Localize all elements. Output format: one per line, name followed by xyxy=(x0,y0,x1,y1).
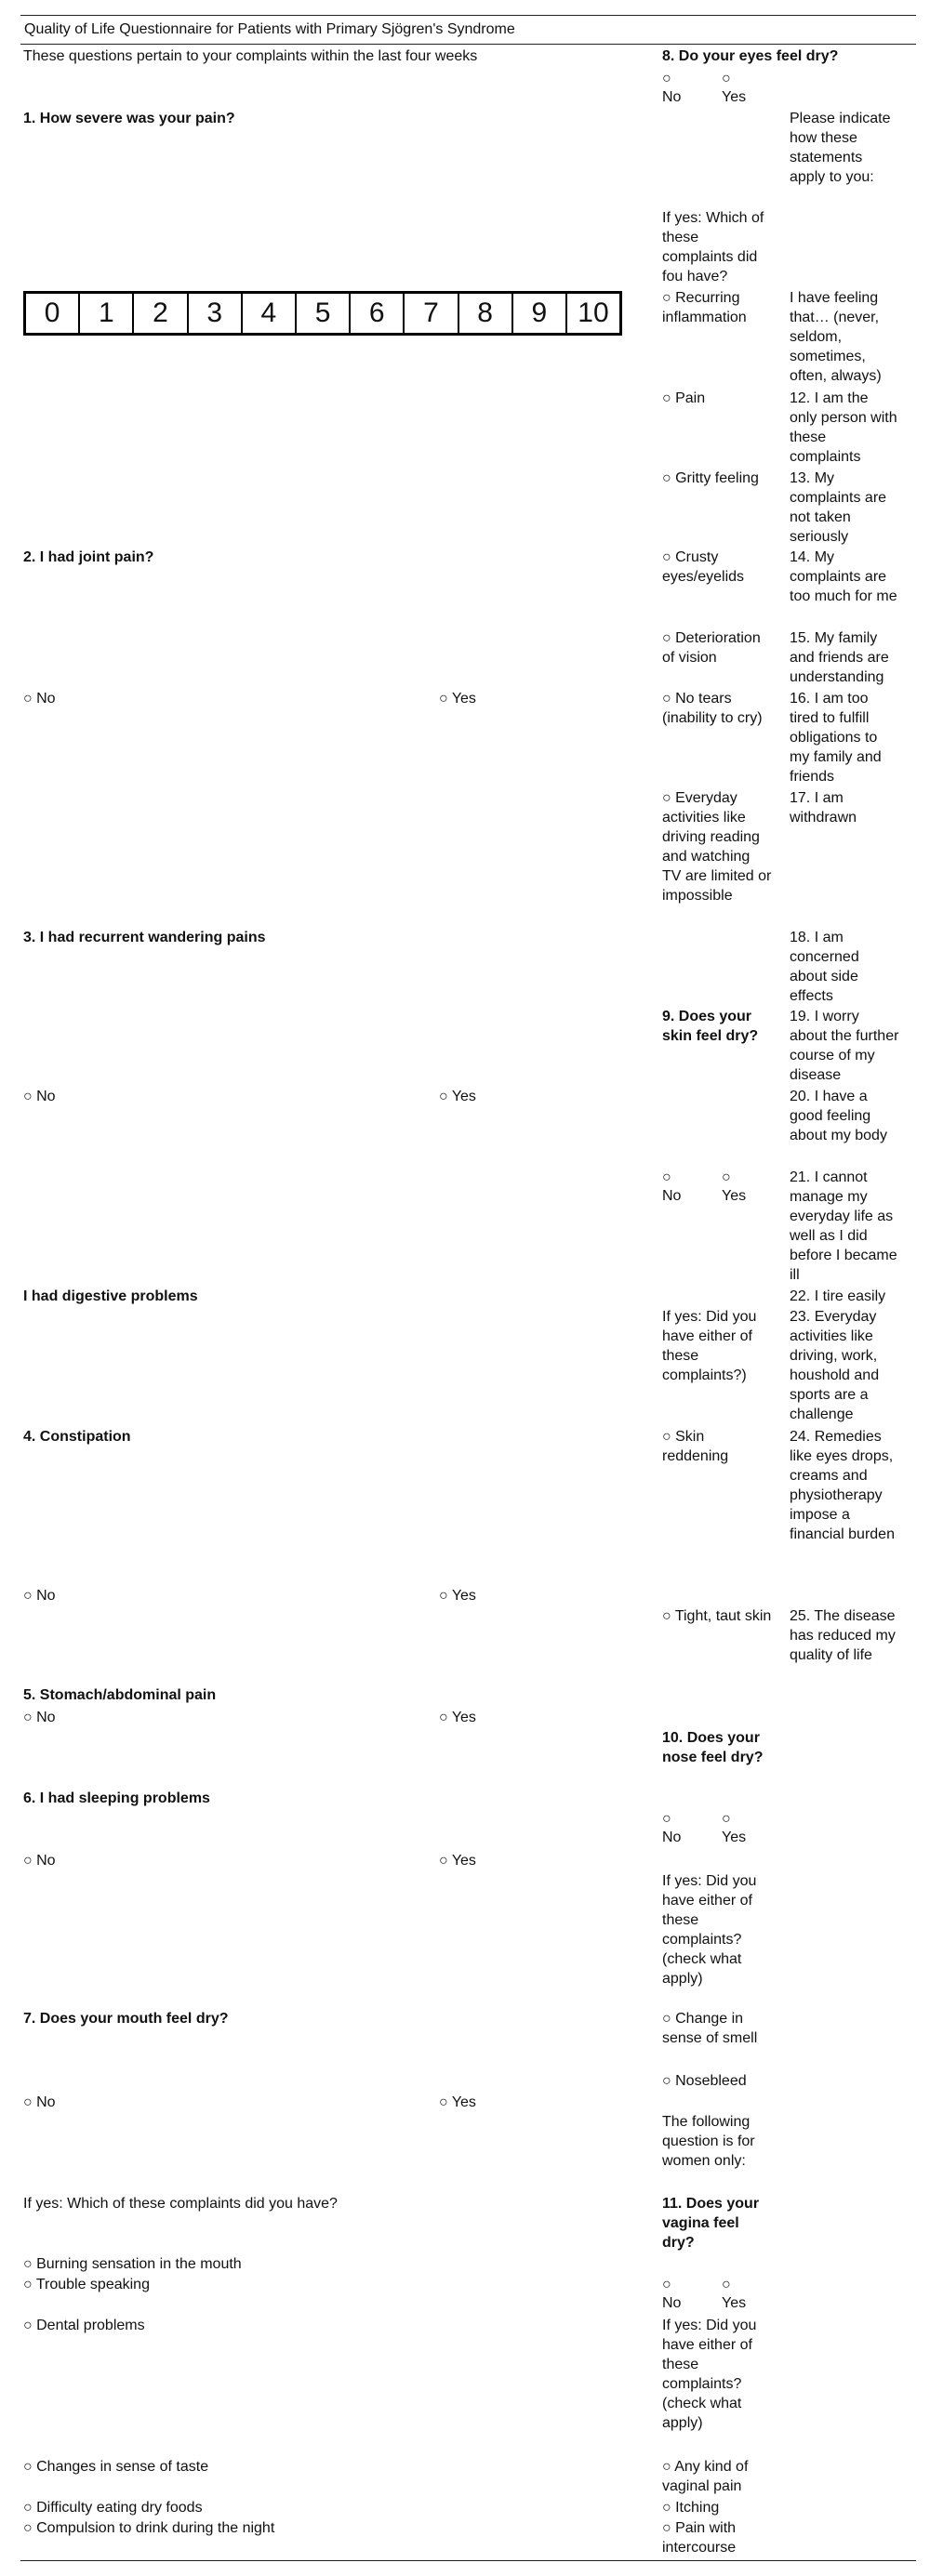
q4-yes-option[interactable]: ○ Yes xyxy=(439,1588,476,1604)
statement-25[interactable]: 25. The disease has reduced my quality of life xyxy=(790,1608,896,1663)
bottom-rule xyxy=(20,2560,916,2561)
statement-15[interactable]: 15. My family and friends are understanding xyxy=(790,630,889,685)
q8-ifyes-text: If yes: Which of these complaints did fou have? xyxy=(662,210,764,284)
q8-yes-circle[interactable]: ○ xyxy=(722,71,731,86)
q7-option-speaking[interactable]: ○ Trouble speaking xyxy=(23,2277,150,2292)
q7-option-taste[interactable]: ○ Changes in sense of taste xyxy=(23,2459,209,2475)
intro-text: These questions pertain to your complaints within the last four weeks xyxy=(23,48,478,64)
q11-no-label: No xyxy=(662,2295,682,2311)
pain-scale-9[interactable]: 9 xyxy=(513,294,567,333)
pain-scale-6[interactable]: 6 xyxy=(351,294,405,333)
q9-no-circle[interactable]: ○ xyxy=(662,1169,671,1185)
question-11: 11. Does your vagina feel dry? xyxy=(662,2196,760,2251)
q9-yes-circle[interactable]: ○ xyxy=(722,1169,731,1185)
question-2: 2. I had joint pain? xyxy=(23,549,154,565)
statements-intro: Please indicate how these statements apply to you: xyxy=(790,111,891,185)
question-4: 4. Constipation xyxy=(23,1429,131,1445)
q4-no-option[interactable]: ○ No xyxy=(23,1588,56,1604)
statement-13[interactable]: 13. My complaints are not taken seriously xyxy=(790,470,887,545)
q10-yes-circle[interactable]: ○ xyxy=(722,1811,731,1827)
q7-option-drink-night[interactable]: ○ Compulsion to drink during the night xyxy=(23,2520,275,2536)
women-note: The following question is for women only: xyxy=(662,2114,755,2169)
question-1: 1. How severe was your pain? xyxy=(23,111,235,126)
q2-yes-option[interactable]: ○ Yes xyxy=(439,691,476,707)
q2-no-option[interactable]: ○ No xyxy=(23,691,56,707)
page-title: Quality of Life Questionnaire for Patients with Primary Sjögren's Syndrome xyxy=(24,21,515,37)
statement-scale-note: I have feeling that… (never, seldom, sometimes, often, always) xyxy=(790,290,882,384)
q11-ifyes-text: If yes: Did you have either of these complaints? (check what apply) xyxy=(662,2318,757,2431)
q11-yes-label: Yes xyxy=(722,2295,747,2311)
q8-option-no-tears[interactable]: ○ No tears (inability to cry) xyxy=(662,691,763,726)
question-9: 9. Does your skin feel dry? xyxy=(662,1009,759,1044)
q9-yes-label: Yes xyxy=(722,1188,747,1204)
q8-option-gritty[interactable]: ○ Gritty feeling xyxy=(662,470,759,486)
q10-ifyes-text: If yes: Did you have either of these complaints? (check what apply) xyxy=(662,1873,757,1987)
pain-scale-10[interactable]: 10 xyxy=(578,297,609,328)
pain-scale-2[interactable]: 2 xyxy=(134,294,188,333)
statement-22[interactable]: 22. I tire easily xyxy=(790,1288,886,1304)
pain-scale-0[interactable]: 0 xyxy=(26,294,80,333)
statement-14[interactable]: 14. My complaints are too much for me xyxy=(790,549,897,604)
q8-option-activities[interactable]: ○ Everyday activities like driving reading and watching TV are limited or impossible xyxy=(662,790,772,904)
q7-no-option[interactable]: ○ No xyxy=(23,2094,56,2110)
statement-21[interactable]: 21. I cannot manage my everyday life as well as I did before I became ill xyxy=(790,1169,897,1283)
q7-option-dry-foods[interactable]: ○ Difficulty eating dry foods xyxy=(23,2500,203,2516)
q7-option-burning[interactable]: ○ Burning sensation in the mouth xyxy=(23,2256,242,2272)
statement-12[interactable]: 12. I am the only person with these complaints xyxy=(790,390,897,465)
q11-option-itching[interactable]: ○ Itching xyxy=(662,2500,720,2516)
q10-no-label: No xyxy=(662,1830,682,1845)
pain-scale[interactable] xyxy=(23,291,622,336)
q11-option-intercourse[interactable]: ○ Pain with intercourse xyxy=(662,2520,737,2556)
q8-yes-label: Yes xyxy=(722,89,747,105)
q9-option-taut-skin[interactable]: ○ Tight, taut skin xyxy=(662,1608,772,1624)
statement-17[interactable]: 17. I am withdrawn xyxy=(790,790,857,826)
pain-scale-4[interactable]: 4 xyxy=(243,294,297,333)
pain-scale-1[interactable]: 1 xyxy=(80,294,134,333)
q11-no-circle[interactable]: ○ xyxy=(662,2277,671,2292)
q5-no-option[interactable]: ○ No xyxy=(23,1710,56,1725)
statement-23[interactable]: 23. Everyday activities like driving, work, houshold and sports are a challenge xyxy=(790,1309,880,1422)
q9-ifyes-text: If yes: Did you have either of these complaints?) xyxy=(662,1309,757,1383)
q11-yes-circle[interactable]: ○ xyxy=(722,2277,731,2292)
q8-no-circle[interactable]: ○ xyxy=(662,71,671,86)
question-6: 6. I had sleeping problems xyxy=(23,1790,210,1806)
q8-option-crusty[interactable]: ○ Crusty eyes/eyelids xyxy=(662,549,745,585)
q3-yes-option[interactable]: ○ Yes xyxy=(439,1089,476,1104)
q10-yes-label: Yes xyxy=(722,1830,747,1845)
q11-option-vaginal-pain[interactable]: ○ Any kind of vaginal pain xyxy=(662,2459,749,2494)
q7-option-dental[interactable]: ○ Dental problems xyxy=(23,2318,145,2333)
q10-option-smell[interactable]: ○ Change in sense of smell xyxy=(662,2011,758,2046)
q7-yes-option[interactable]: ○ Yes xyxy=(439,2094,476,2110)
statement-18[interactable]: 18. I am concerned about side effects xyxy=(790,930,859,1004)
question-10: 10. Does your nose feel dry? xyxy=(662,1730,764,1765)
statement-20[interactable]: 20. I have a good feeling about my body xyxy=(790,1089,887,1143)
q8-no-label: No xyxy=(662,89,682,105)
question-8: 8. Do your eyes feel dry? xyxy=(662,48,839,64)
statement-19[interactable]: 19. I worry about the further course of my disease xyxy=(790,1009,899,1083)
q5-yes-option[interactable]: ○ Yes xyxy=(439,1710,476,1725)
q6-yes-option[interactable]: ○ Yes xyxy=(439,1853,476,1869)
q8-option-vision[interactable]: ○ Deterioration of vision xyxy=(662,630,761,666)
q9-no-label: No xyxy=(662,1188,682,1204)
q8-option-inflammation[interactable]: ○ Recurring inflammation xyxy=(662,290,747,325)
statement-16[interactable]: 16. I am too tired to fulfill obligations to my family and friends xyxy=(790,691,882,785)
pain-scale-7[interactable]: 7 xyxy=(405,294,458,333)
q7-ifyes-text: If yes: Which of these complaints did you have? xyxy=(23,2196,338,2212)
q10-no-circle[interactable]: ○ xyxy=(662,1811,671,1827)
q8-option-pain[interactable]: ○ Pain xyxy=(662,390,706,406)
pain-scale-3[interactable]: 3 xyxy=(189,294,243,333)
header-rule xyxy=(20,44,916,45)
digestive-heading: I had digestive problems xyxy=(23,1288,198,1304)
question-3: 3. I had recurrent wandering pains xyxy=(23,930,266,945)
q3-no-option[interactable]: ○ No xyxy=(23,1089,56,1104)
question-5: 5. Stomach/abdominal pain xyxy=(23,1687,217,1703)
q6-no-option[interactable]: ○ No xyxy=(23,1853,56,1869)
q9-option-reddening[interactable]: ○ Skin reddening xyxy=(662,1429,729,1464)
statement-24[interactable]: 24. Remedies like eyes drops, creams and physiotherapy impose a financial burden xyxy=(790,1429,895,1542)
q10-option-nosebleed[interactable]: ○ Nosebleed xyxy=(662,2073,747,2089)
pain-scale-8[interactable]: 8 xyxy=(459,294,513,333)
pain-scale-5[interactable]: 5 xyxy=(297,294,351,333)
question-7: 7. Does your mouth feel dry? xyxy=(23,2011,229,2027)
top-rule xyxy=(20,15,916,16)
